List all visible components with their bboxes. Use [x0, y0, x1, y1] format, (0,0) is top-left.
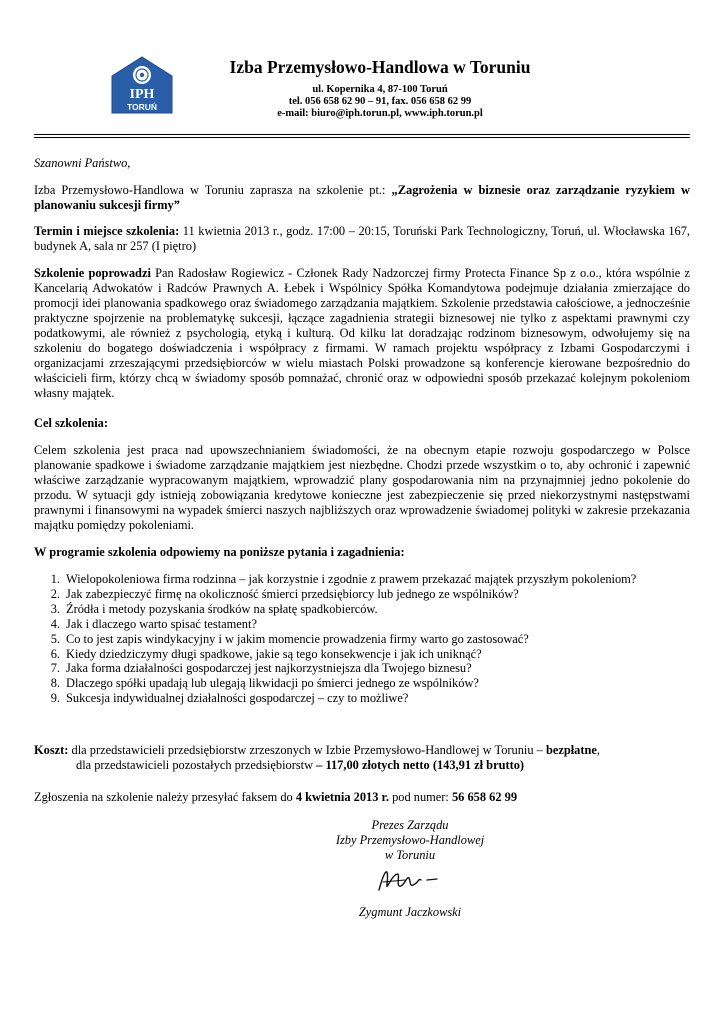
list-item: 6. Kiedy dziedziczymy długi spadkowe, jakie są tego konsekwencje i jak ich uniknąć? [50, 646, 482, 661]
list-item: 1. Wielopokoleniowa firma rodzinna – jak korzystnie i zgodnie z prawem przekazać majątek przyszłym pokoleniom? [50, 572, 637, 586]
signature-org: Izby Przemysłowo-Handlowej [335, 833, 485, 847]
header-divider-2 [34, 137, 690, 138]
list-item: 4. Jak i dlaczego warto spisać testament? [50, 616, 257, 631]
intro-paragraph [34, 183, 690, 213]
trainer-text: Pan Radosław Rogiewicz - Członek Rady Nadzorczej firmy Protecta Finance Sp z o.o., która wspólnie z Kancelarią Adwokatów i Radców Prawnych A. Łebek i Wspólnicy Spółka Komandytowa podejmuje działania zmierzające do promocji idei planowania spadkowego oraz świadomego zarządzania majątkiem. Szkolenie przedstawia całościowe, a jednocześnie praktyczne spojrzenie na problematykę sukcesji, łączące zagadnienia strategii biznesowej nie tylko z aspektami prawnymi czy podatkowymi, ale również z psychologią, etyką i kulturą. Od kilku lat doradzając rodzinom biznesowym, odwołujemy się na szkoleniu do bogatego doświadczenia i współpracy z firmami. W ramach projektu współpracy z Izbami Gospodarczymi i organizacjami zrzeszającymi przedsiębiorców w wielu miastach Polski prowadzone są konferencje kierowane bezpośrednio do właścicieli firm, którzy chcą w świadomy sposób pomnażać, chronić oraz w odpowiedni sposób przekazać kolejnym pokoleniom własny majątek. [34, 266, 690, 400]
cost-row-members: Koszt: dla przedstawicieli przedsiębiorstw zrzeszonych w Izbie Przemysłowo-Handlowej w Toruniu – bezpłatne, [34, 743, 600, 757]
list-item: 9. Sukcesja indywidualnej działalności gospodarczej – czy to możliwe? [50, 691, 409, 706]
cost-label: Koszt: [34, 743, 69, 757]
cost-price: – 117,00 złotych netto (143,91 zł brutto) [316, 758, 525, 772]
header-divider [34, 134, 690, 135]
date-place-text: 11 kwietnia 2013 r., godz. 17:00 – 20:15, Toruński Park Technologiczny, Toruń, ul. Włocławska 167, budynek A, sala nr 257 (I piętro) [34, 224, 691, 253]
goal-paragraph: Celem szkolenia jest praca nad upowszechnianiem świadomości, że na obecnym etapie rozwoju gospodarczego w Polsce planowanie spadkowe i świadome zarządzanie majątkiem jest niezbędne. Chodzi przede wszystkim o to, aby ochronić i zapewnić właściwe zarządzanie wypracowanym majątkiem, wprowadzić plany gospodarowania nim na przynajmniej jedno pokolenie do przodu. W sytuacji gdy istnieją zobowiązania kredytowe konieczne jest zabezpieczenie się przed niekorzystnymi następstwami prawnymi i finansowymi na wypadek śmierci naszych najbliższych oraz wprowadzenie świadomej polityki w zakresie przekazania majątku pomiędzy pokoleniami. [34, 443, 690, 532]
training-title: „Zagrożenia w biznesie oraz zarządzanie ryzykiem w planowaniu sukcesji firmy” [34, 183, 691, 212]
org-email: e-mail: biuro@iph.torun.pl, www.iph.torun.pl [277, 108, 483, 119]
list-item: 3. Źródła i metody pozyskania środków na spłatę spadkobierców. [50, 601, 378, 616]
signature-title: Prezes Zarządu [371, 818, 449, 832]
list-item: 7. Jaka forma działalności gospodarczej jest najkorzystniejsza dla Twojego biznesu? [50, 661, 472, 676]
signatory-name: Zygmunt Jaczkowski [358, 905, 462, 919]
signup-deadline: 4 kwietnia 2013 r. [295, 790, 389, 804]
org-address: ul. Kopernika 4, 87-100 Toruń [312, 84, 448, 95]
list-item: 8. Dlaczego spółki upadają lub ulegają likwidacji po śmierci jednego ze wspólników? [50, 676, 479, 691]
logo-text-torun: TORUŃ [126, 102, 158, 112]
org-phones: tel. 056 658 62 90 – 91, fax. 056 658 62 99 [288, 96, 472, 107]
logo-text-iph: IPH [129, 87, 155, 102]
date-place-paragraph [34, 224, 690, 254]
org-name: Izba Przemysłowo-Handlowa w Toruniu [229, 57, 531, 77]
iph-logo [110, 56, 174, 114]
handwritten-signature [375, 862, 445, 898]
signup-fax: 56 658 62 99 [451, 790, 518, 804]
list-item: 2. Jak zabezpieczyć firmę na okoliczność śmierci przedsiębiorcy lub jednego ze wspólników? [50, 586, 519, 601]
list-item: 5. Co to jest zapis windykacyjny i w jakim momencie prowadzenia firmy warto go zastosować? [50, 631, 529, 646]
signature-city: w Toruniu [384, 848, 436, 862]
date-place-label: Termin i miejsce szkolenia: [34, 224, 180, 238]
signup-paragraph: Zgłoszenia na szkolenie należy przesyłać faksem do 4 kwietnia 2013 r. pod numer: 56 658 62 99 [34, 790, 518, 804]
program-heading: W programie szkolenia odpowiemy na poniższe pytania i zagadnienia: [34, 545, 405, 559]
goal-heading: Cel szkolenia: [34, 416, 108, 430]
trainer-label: Szkolenie poprowadzi [34, 266, 151, 280]
questions-list [40, 572, 650, 706]
greeting: Szanowni Państwo, [34, 156, 131, 170]
intro-text: Izba Przemysłowo-Handlowa w Toruniu zaprasza na szkolenie pt.: [34, 183, 392, 197]
cost-free: bezpłatne [545, 743, 597, 757]
cost-paragraph [34, 743, 690, 773]
cost-row-others: dla przedstawicieli pozostałych przedsiębiorstw – 117,00 złotych netto (143,91 zł brutto) [76, 758, 525, 772]
trainer-paragraph [34, 266, 690, 401]
